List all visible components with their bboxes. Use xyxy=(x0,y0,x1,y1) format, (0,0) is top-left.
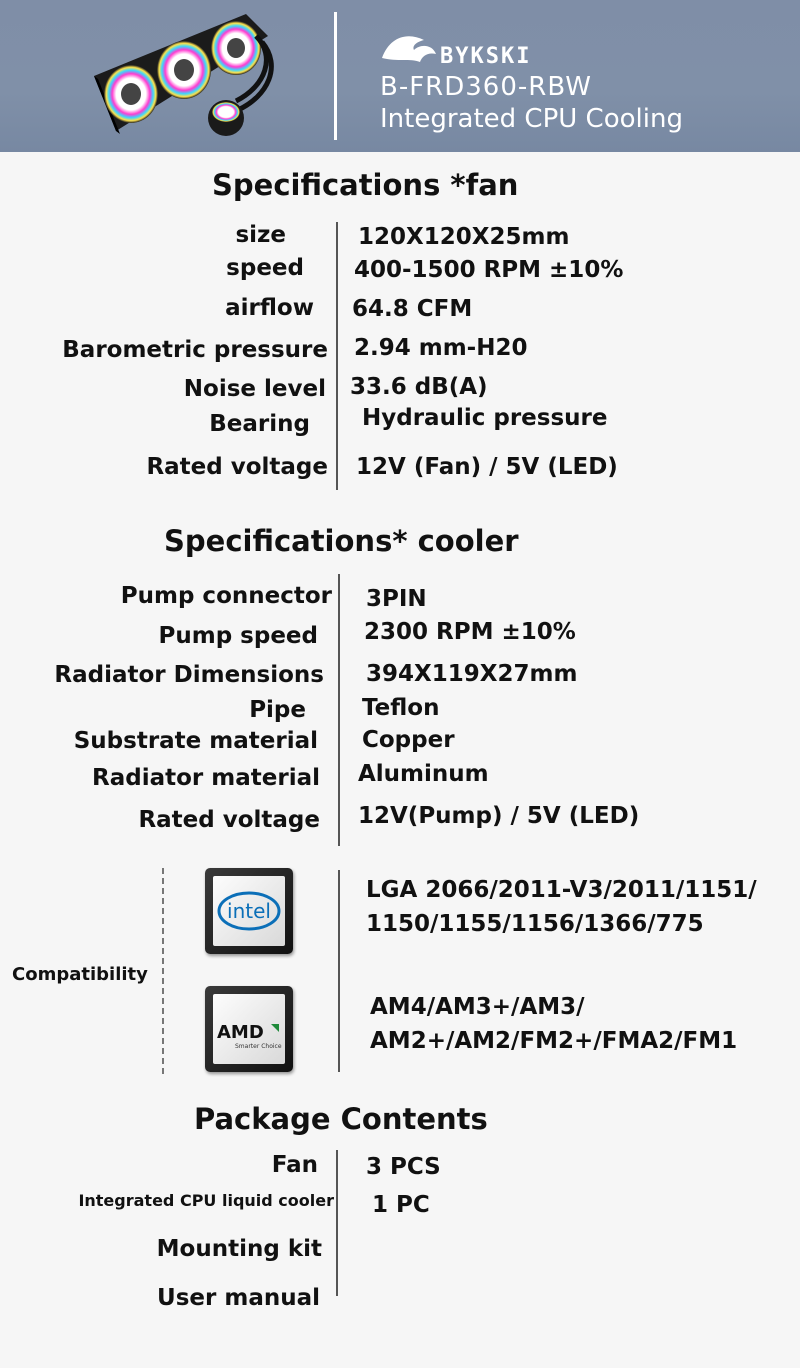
spec-value: 2.94 mm-H20 xyxy=(354,335,528,361)
package-divider xyxy=(336,1150,338,1296)
spec-label: Pipe xyxy=(249,697,306,723)
model-number: B-FRD360-RBW xyxy=(380,72,592,102)
amd-logo-icon xyxy=(213,994,285,1064)
intel-sockets-line2: 1150/1155/1156/1366/775 xyxy=(366,911,704,937)
intel-logo-icon xyxy=(213,876,285,946)
spec-label: Pump speed xyxy=(158,623,318,649)
amd-logo-text: AMD xyxy=(217,1022,264,1043)
spec-label: Pump connector xyxy=(120,583,332,609)
product-subtitle: Integrated CPU Cooling xyxy=(380,104,683,134)
package-item-label: Mounting kit xyxy=(156,1236,322,1262)
spec-label: Barometric pressure xyxy=(62,337,328,363)
spec-label: airflow xyxy=(225,295,314,321)
intel-sockets-line1: LGA 2066/2011-V3/2011/1151/ xyxy=(366,877,757,903)
intel-cpu-icon xyxy=(205,868,293,954)
package-item-qty: 3 PCS xyxy=(366,1154,441,1180)
spec-label: Noise level xyxy=(183,376,326,402)
package-item-qty: 1 PC xyxy=(372,1192,430,1218)
spec-label: Substrate material xyxy=(73,728,318,754)
package-item-label: Fan xyxy=(271,1152,318,1178)
spec-label: Radiator Dimensions xyxy=(54,662,324,688)
header-banner xyxy=(0,0,800,152)
spec-label: speed xyxy=(226,255,304,281)
spec-value: 120X120X25mm xyxy=(358,224,570,250)
spec-label: Bearing xyxy=(209,411,310,437)
package-title: Package Contents xyxy=(194,1102,488,1136)
spec-value: 12V(Pump) / 5V (LED) xyxy=(358,803,640,829)
cooler-specs-title: Specifications* cooler xyxy=(164,524,519,558)
amd-cpu-icon xyxy=(205,986,293,1072)
compat-left-divider xyxy=(162,868,164,1074)
amd-logo-tagline: Smarter Choice xyxy=(235,1043,282,1050)
amd-sockets-line2: AM2+/AM2/FM2+/FMA2/FM1 xyxy=(370,1028,738,1054)
intel-logo-text: intel xyxy=(227,899,271,923)
spec-value: 2300 RPM ±10% xyxy=(364,619,576,645)
package-item-label: Integrated CPU liquid cooler xyxy=(78,1191,334,1210)
spec-label: size xyxy=(235,222,286,248)
spec-value: 12V (Fan) / 5V (LED) xyxy=(356,454,618,480)
spec-label: Rated voltage xyxy=(138,807,320,833)
spec-value: 64.8 CFM xyxy=(352,296,473,322)
spec-value: 33.6 dB(A) xyxy=(350,374,488,400)
amd-sockets-line1: AM4/AM3+/AM3/ xyxy=(370,994,585,1020)
header-divider xyxy=(334,12,337,140)
compatibility-label: Compatibility xyxy=(12,964,148,985)
brand-name: BYKSKI xyxy=(440,44,532,69)
cooler-specs-divider xyxy=(338,574,340,846)
spec-label: Radiator material xyxy=(92,765,320,791)
spec-value: 3PIN xyxy=(366,586,427,612)
spec-value: 400-1500 RPM ±10% xyxy=(354,257,624,283)
spec-value: Copper xyxy=(362,727,455,753)
spec-value: 394X119X27mm xyxy=(366,661,578,687)
spec-value: Aluminum xyxy=(358,761,489,787)
spec-value: Hydraulic pressure xyxy=(362,405,608,431)
package-item-label: User manual xyxy=(157,1285,320,1311)
spec-value: Teflon xyxy=(362,695,440,721)
fan-specs-title: Specifications *fan xyxy=(212,168,519,202)
fan-specs-divider xyxy=(336,222,338,490)
spec-label: Rated voltage xyxy=(146,454,328,480)
compat-right-divider xyxy=(338,870,340,1072)
product-image xyxy=(86,6,276,146)
